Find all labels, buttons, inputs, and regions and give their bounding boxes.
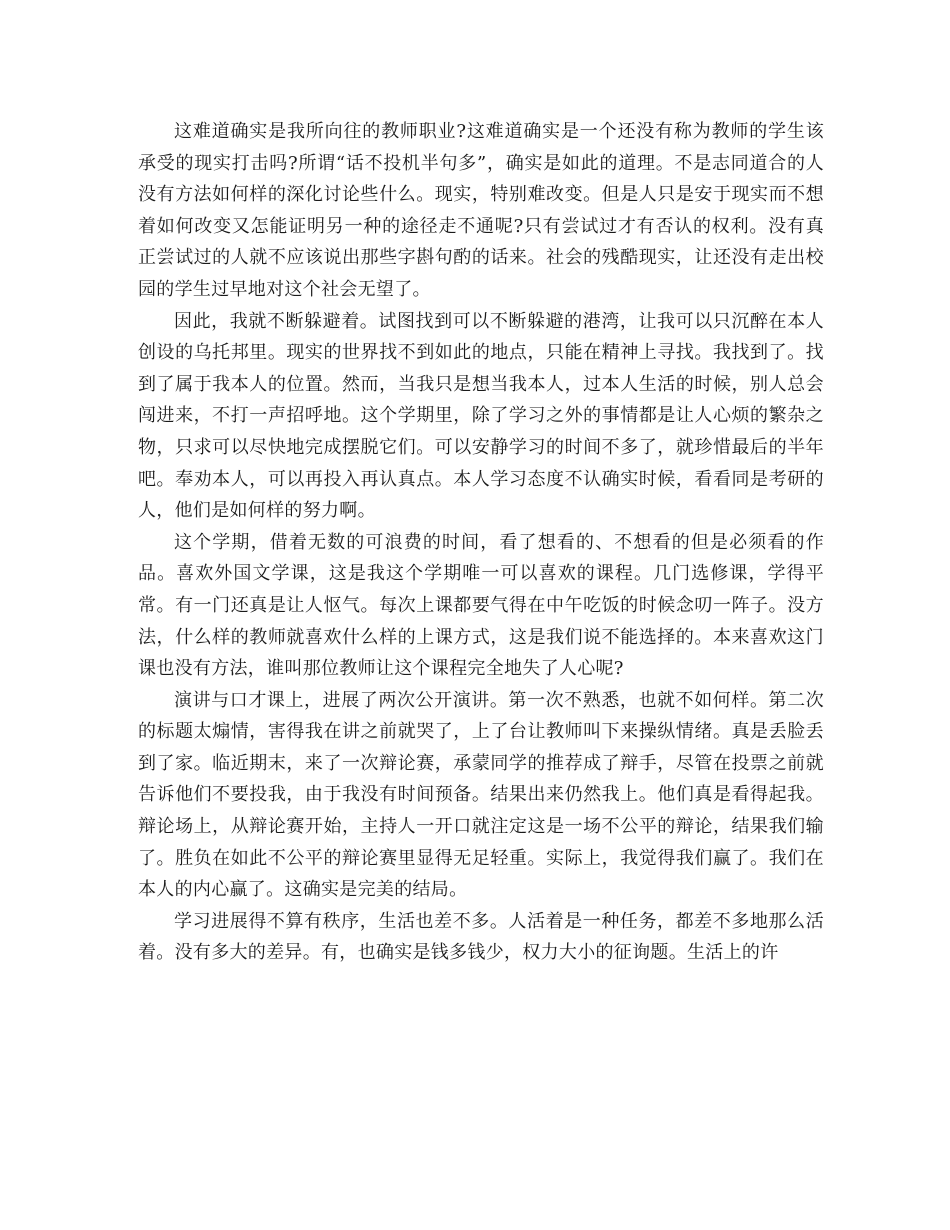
document-body [138,116,824,969]
paragraph: 演讲与口才课上，进展了两次公开演讲。第一次不熟悉，也就不如何样。第二次的标题太煽情，害得我在讲之前就哭了，上了台让教师叫下来操纵情绪。真是丢脸丢到了家。临近期末，来了一次辩论赛，承蒙同学的推荐成了辩手，尽管在投票之前就告诉他们不要投我，由于我没有时间预备。结果出来仍然我上。他们真是看得起我。辩论场上，从辩论赛开始，主持人一开口就注定这是一场不公平的辩论，结果我们输了。胜负在如此不公平的辩论赛里显得无足轻重。实际上，我觉得我们赢了。我们在本人的内心赢了。这确实是完美的结局。 [138,689,824,901]
paragraph: 这个学期，借着无数的可浪费的时间，看了想看的、不想看的但是必须看的作品。喜欢外国文学课，这是我这个学期唯一可以喜欢的课程。几门选修课，学得平常。有一门还真是让人怄气。每次上课都要气得在中午吃饭的时候念叨一阵子。没方法，什么样的教师就喜欢什么样的上课方式，这是我们说不能选择的。本来喜欢这门课也没有方法，谁叫那位教师让这个课程完全地失了人心呢? [138,531,824,680]
paragraph: 这难道确实是我所向往的教师职业?这难道确实是一个还没有称为教师的学生该承受的现实打击吗?所谓“话不投机半句多”，确实是如此的道理。不是志同道合的人没有方法如何样的深化讨论些什么。现实，特别难改变。但是人只是安于现实而不想着如何改变又怎能证明另一种的途径走不通呢?只有尝试过才有否认的权利。没有真正尝试过的人就不应该说出那些字斟句酌的话来。社会的残酷现实，让还没有走出校园的学生过早地对这个社会无望了。 [138,121,824,300]
paragraph: 因此，我就不断躲避着。试图找到可以不断躲避的港湾，让我可以只沉醉在本人创设的乌托邦里。现实的世界找不到如此的地点，只能在精神上寻找。我找到了。找到了属于我本人的位置。然而，当我只是想当我本人，过本人生活的时候，别人总会闯进来，不打一声招呼地。这个学期里，除了学习之外的事情都是让人心烦的繁杂之物，只求可以尽快地完成摆脱它们。可以安静学习的时间不多了，就珍惜最后的半年吧。奉劝本人，可以再投入再认真点。本人学习态度不认确实时候，看看同是考研的人，他们是如何样的努力啊。 [138,310,824,522]
paragraph: 学习进展得不算有秩序，生活也差不多。人活着是一种任务，都差不多地那么活着。没有多大的差异。有，也确实是钱多钱少，权力大小的征询题。生活上的许 [138,910,824,964]
